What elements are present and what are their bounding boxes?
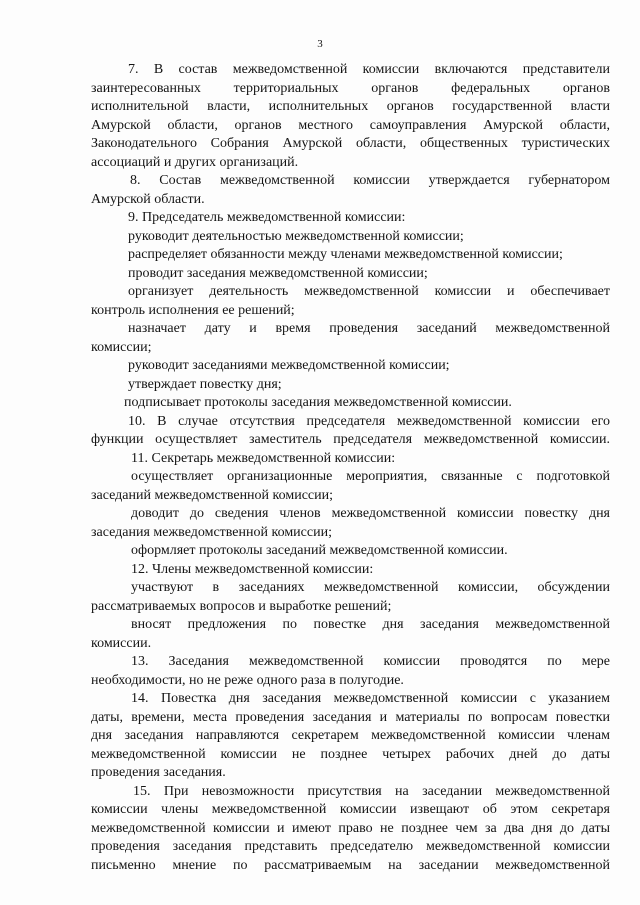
text-line: проводит заседания межведомственной комиссии;	[128, 265, 428, 281]
text-line: 11. Секретарь межведомственной комиссии:	[131, 450, 396, 466]
text-line: 15. При невозможности присутствия на заседании межведомственной	[133, 783, 610, 799]
text-line: проведения заседания представить председателю межведомственной комиссии	[91, 839, 610, 854]
text-line: 7. В состав межведомственной комиссии включаются представители	[128, 62, 610, 77]
text-line: межведомственной комиссии не позднее четырех рабочих дней до даты	[91, 746, 610, 762]
text-line: проведения заседания.	[91, 765, 226, 780]
text-line: необходимости, но не реже одного раза в полугодие.	[91, 672, 404, 688]
text-line: заседаний межведомственной комиссии;	[91, 487, 334, 503]
text-line: исполнительной власти, исполнительных органов государственной власти	[91, 99, 610, 114]
text-line: комиссии.	[91, 635, 152, 651]
text-line: вносят предложения по повестке дня заседания межведомственной	[131, 617, 610, 632]
text-line: рассматриваемых вопросов и выработке решений;	[91, 598, 392, 614]
text-line: назначает дату и время проведения заседаний межведомственной	[128, 321, 610, 336]
text-line: дня заседания направляются секретарем межведомственной комиссии членам	[91, 728, 610, 743]
text-line: осуществляет организационные мероприятия, связанные с подготовкой	[131, 469, 610, 484]
text-line: контроль исполнения ее решений;	[91, 302, 295, 318]
text-line: заседания межведомственной комиссии;	[91, 524, 332, 540]
text-line: 10. В случае отсутствия председателя межведомственной комиссии его	[128, 413, 610, 429]
text-line: подписывает протоколы заседания межведомственной комиссии.	[124, 395, 512, 410]
text-line: даты, времени, места проведения заседания и материалы по вопросам повестки	[91, 709, 610, 725]
text-line: организует деятельность межведомственной комиссии и обеспечивает	[128, 284, 610, 299]
text-line: комиссии члены межведомственной комиссии извещают об этом секретаря	[91, 802, 610, 817]
text-line: Амурской области.	[91, 191, 205, 207]
text-line: комиссии;	[91, 339, 152, 355]
text-line: утверждает повестку дня;	[128, 376, 282, 392]
text-line: Амурской области, органов местного самоуправления Амурской области,	[91, 117, 610, 133]
text-line: межведомственной комиссии и имеют право не позднее чем за два дня до даты	[91, 820, 610, 836]
text-line: оформляет протоколы заседаний межведомственной комиссии.	[131, 543, 508, 558]
page-number: 3	[317, 38, 323, 50]
text-line: 12. Члены межведомственной комиссии:	[131, 561, 374, 577]
text-line: Законодательного Собрания Амурской области, общественных туристических	[91, 136, 610, 151]
text-line: 8. Состав межведомственной комиссии утверждается губернатором	[130, 173, 610, 188]
text-line: 14. Повестка дня заседания межведомственной комиссии с указанием	[131, 691, 610, 706]
text-line: распределяет обязанности между членами межведомственной комиссии;	[128, 247, 563, 262]
text-line: участвуют в заседаниях межведомственной комиссии, обсуждении	[131, 580, 610, 595]
text-line: письменно мнение по рассматриваемым на заседании межведомственной	[91, 857, 610, 873]
text-line: 13. Заседания межведомственной комиссии проводятся по мере	[131, 654, 610, 669]
text-line: ассоциаций и других организаций.	[91, 154, 299, 170]
text-line: заинтересованных территориальных органов федеральных органов	[91, 80, 610, 96]
text-line: руководит деятельностью межведомственной комиссии;	[128, 228, 464, 244]
text-line: функции осуществляет заместитель председателя межведомственной комиссии.	[91, 432, 610, 447]
text-line: 9. Председатель межведомственной комиссии:	[128, 210, 406, 225]
text-line: доводит до сведения членов межведомственной комиссии повестку дня	[131, 506, 610, 521]
text-line: руководит заседаниями межведомственной комиссии;	[128, 358, 450, 373]
